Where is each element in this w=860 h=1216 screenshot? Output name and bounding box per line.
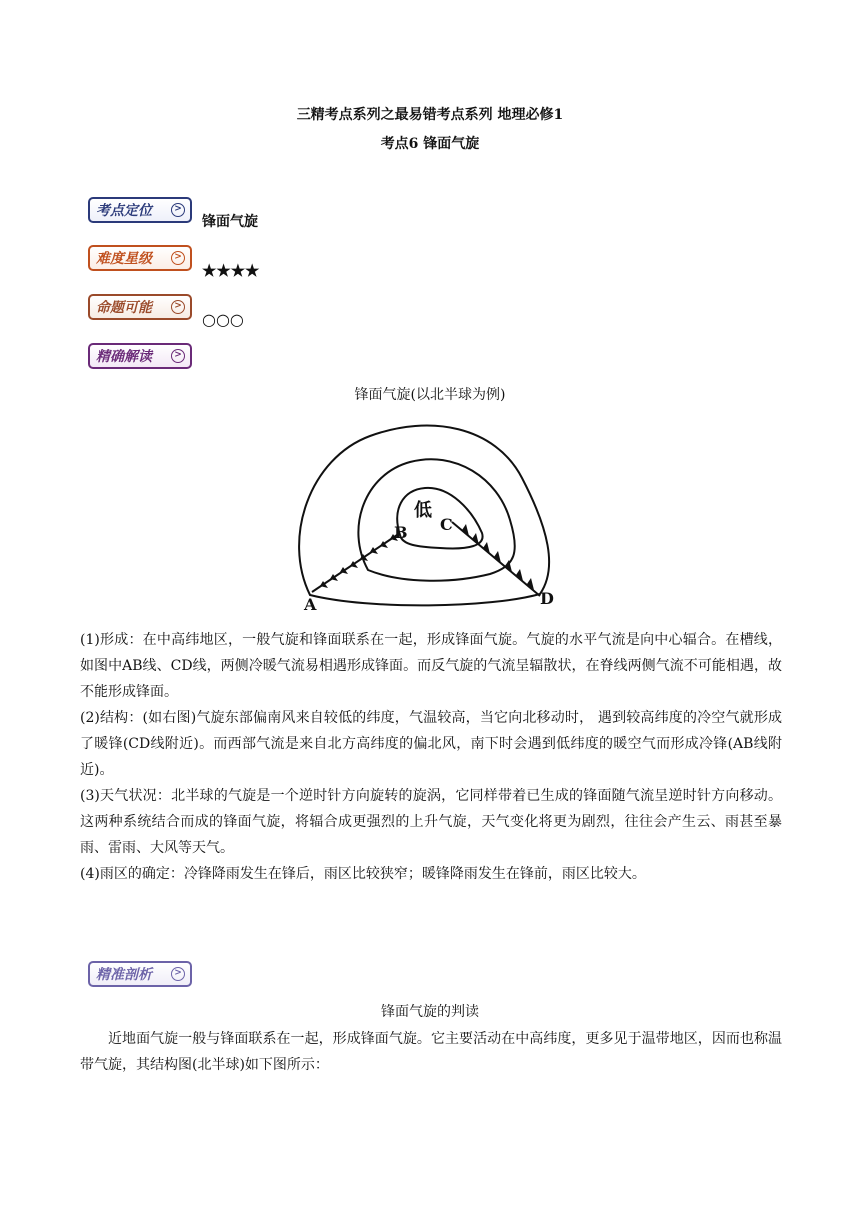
tag-analysis-label: 精准剖析 [96,967,152,983]
tag-position-label: 考点定位 [96,203,152,219]
paragraph-rain-area: (4)雨区的确定：冷锋降雨发生在锋后，雨区比较狭窄；暖锋降雨发生在锋前，雨区比较大。 [80,866,646,882]
tag-explain-label: 精确解读 [96,349,152,365]
paragraph-weather: (3)天气状况：北半球的气旋是一个逆时针方向旋转的旋涡，它同样带着已生成的锋面随气流呈逆时针方向移动。这两种系统结合而成的锋面气旋，将辐合成更强烈的上升气旋，天气变化将更为剧烈，往往会产生云、雨甚至暴雨、雷雨、大风等天气。 [80,788,782,856]
chevron-right-icon: > [171,300,185,314]
section2-title: 锋面气旋的判读 [381,1004,479,1020]
tag-difficulty [88,245,192,271]
point-d-label: D [540,589,554,608]
tag-analysis [88,961,192,987]
tag-position [88,197,192,223]
chevron-right-icon: > [171,203,185,217]
tag-position-value: 锋面气旋 [202,214,258,230]
tag-probability-value: ○○○ [202,310,244,329]
paragraph-formation: (1)形成：在中高纬地区，一般气旋和锋面联系在一起，形成锋面气旋。气旋的水平气流是向中心辐合。在槽线，如图中AB线、CD线，两侧冷暖气流易相遇形成锋面。而反气旋的气流呈辐散状，在脊线两侧气流不可能相遇，故不能形成锋面。 [80,632,782,700]
tag-probability-label: 命题可能 [96,300,152,316]
chevron-right-icon: > [171,251,185,265]
tag-probability [88,294,192,320]
tag-explain [88,343,192,369]
figure-caption: 锋面气旋(以北半球为例) [354,387,506,403]
chevron-right-icon: > [171,349,185,363]
warm-front-teeth [462,524,534,590]
series-title: 三精考点系列之最易错考点系列 地理必修1 [296,107,564,123]
cold-front [312,533,400,592]
low-pressure-label: 低 [414,500,432,521]
point-a-label: A [304,595,317,614]
tag-difficulty-label: 难度星级 [96,251,152,267]
warm-front [452,522,540,596]
tag-difficulty-value: ★★★★ [202,261,260,280]
point-c-label: C [440,515,453,534]
frontal-cyclone-diagram [290,418,570,614]
paragraph-interpretation: 近地面气旋一般与锋面联系在一起，形成锋面气旋。它主要活动在中高纬度，更多见于温带地区，因而也称温带气旋，其结构图(北半球)如下图所示： [80,1031,782,1073]
point-b-label: B [394,523,408,542]
paragraph-structure: (2)结构：(如右图)气旋东部偏南风来自较低的纬度，气温较高，当它向北移动时， 遇到较高纬度的冷空气就形成了暖锋(CD线附近)。而西部气流是来自北方高纬度的偏北风，南下时会遇到低纬度的暖空气而形成冷锋(AB线附近)。 [80,710,782,778]
topic-title: 考点6 锋面气旋 [380,136,480,152]
chevron-right-icon: > [171,967,185,981]
middle-isobar [358,459,514,581]
